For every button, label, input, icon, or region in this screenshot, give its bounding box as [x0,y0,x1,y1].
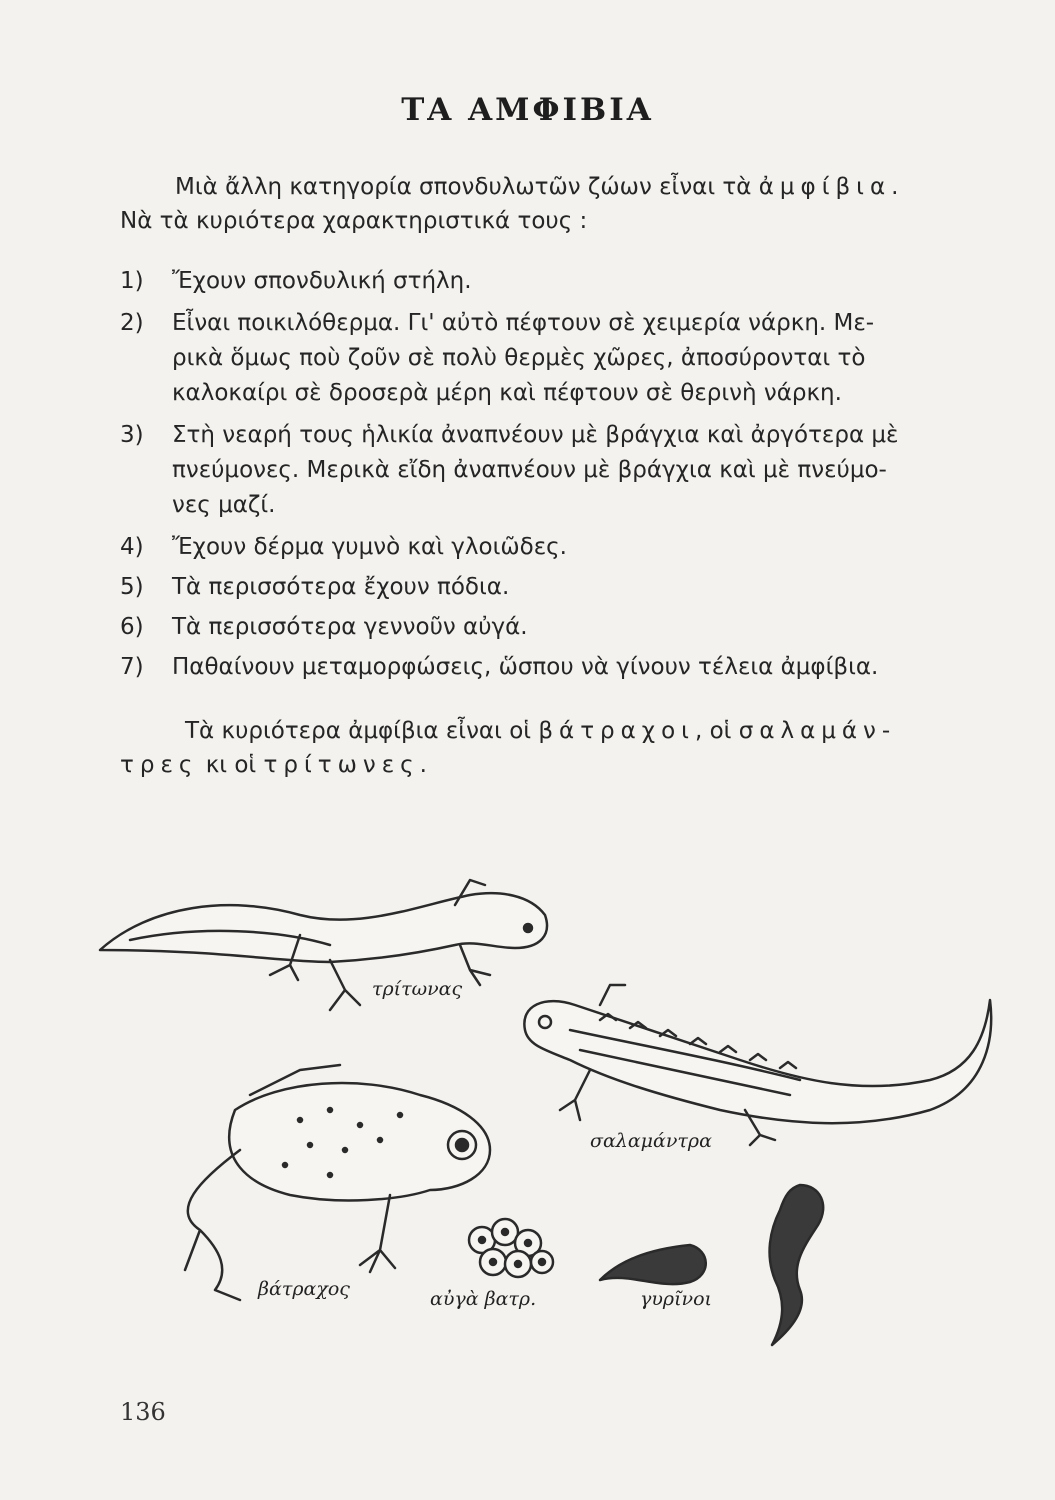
list-item-number: 1) [120,268,144,294]
page-number: 136 [120,1398,166,1426]
frog-label: βάτραχος [258,1278,350,1300]
list-item-continuation: νες μαζί. [172,492,276,518]
closing-emphasis: βάτραχοι [538,718,695,744]
closing-text: Τὰ κυριότερα ἀμφίβια εἶναι οἱ [185,718,539,744]
list-item-text: Εἶναι ποικιλόθερμα. Γι' αὐτὸ πέφτουν σὲ χειμερία νάρκη. Με- [172,310,875,336]
closing-emphasis: τρίτωνες. [263,752,433,778]
intro-text: Μιὰ ἄλλη κατηγορία σπονδυλωτῶν ζώων εἶναι τὰ [175,174,759,200]
tadpoles-drawing [600,1185,823,1345]
list-item-number: 7) [120,654,144,680]
eggs-label: αὐγὰ βατρ. [430,1288,537,1310]
list-item-number: 5) [120,574,144,600]
list-item-continuation: πνεύμονες. Μερικὰ εἴδη ἀναπνέουν μὲ βράγχια καὶ μὲ πνεύμο- [172,457,887,483]
newt-label: τρίτωνας [372,978,463,1000]
list-item-number: 2) [120,310,144,336]
list-item-text: Στὴ νεαρή τους ἡλικία ἀναπνέουν μὲ βράγχια καὶ ἀργότερα μὲ [172,422,899,448]
list-item-text: Παθαίνουν μεταμορφώσεις, ὥσπου νὰ γίνουν τέλεια ἀμφίβια. [172,654,879,680]
newt-drawing [100,880,547,1010]
page-title: ΤΑ ΑΜΦΙΒΙΑ [401,92,654,128]
closing-emphasis: τρες [120,752,199,778]
closing-emphasis: σαλαμάν- [738,718,897,744]
tadpoles-label: γυρῖνοι [640,1288,712,1310]
closing-text: κι οἱ [198,752,264,778]
salamander-drawing [524,985,991,1145]
frog-drawing [185,1065,490,1300]
list-item-text: Ἔχουν δέρμα γυμνὸ καὶ γλοιῶδες. [172,534,567,560]
frog-eggs-drawing [469,1219,553,1277]
list-item-number: 3) [120,422,144,448]
intro-emphasis: ἀμφίβια. [758,174,905,200]
list-item-text: Τὰ περισσότερα γεννοῦν αὐγά. [172,614,528,640]
list-item-number: 6) [120,614,144,640]
intro-line-2: Νὰ τὰ κυριότερα χαρακτηριστικά τους : [120,208,588,234]
list-item-text: Ἔχουν σπονδυλική στήλη. [172,268,472,294]
closing-text: , οἱ [694,718,739,744]
list-item-continuation: καλοκαίρι σὲ δροσερὰ μέρη καὶ πέφτουν σὲ θερινὴ νάρκη. [172,380,842,406]
list-item-number: 4) [120,534,144,560]
list-item-continuation: ρικὰ ὅμως ποὺ ζοῦν σὲ πολὺ θερμὲς χῶρες, ἀποσύρονται τὸ [172,345,866,371]
salamander-label: σαλαμάντρα [590,1130,712,1152]
list-item-text: Τὰ περισσότερα ἔχουν πόδια. [172,574,510,600]
